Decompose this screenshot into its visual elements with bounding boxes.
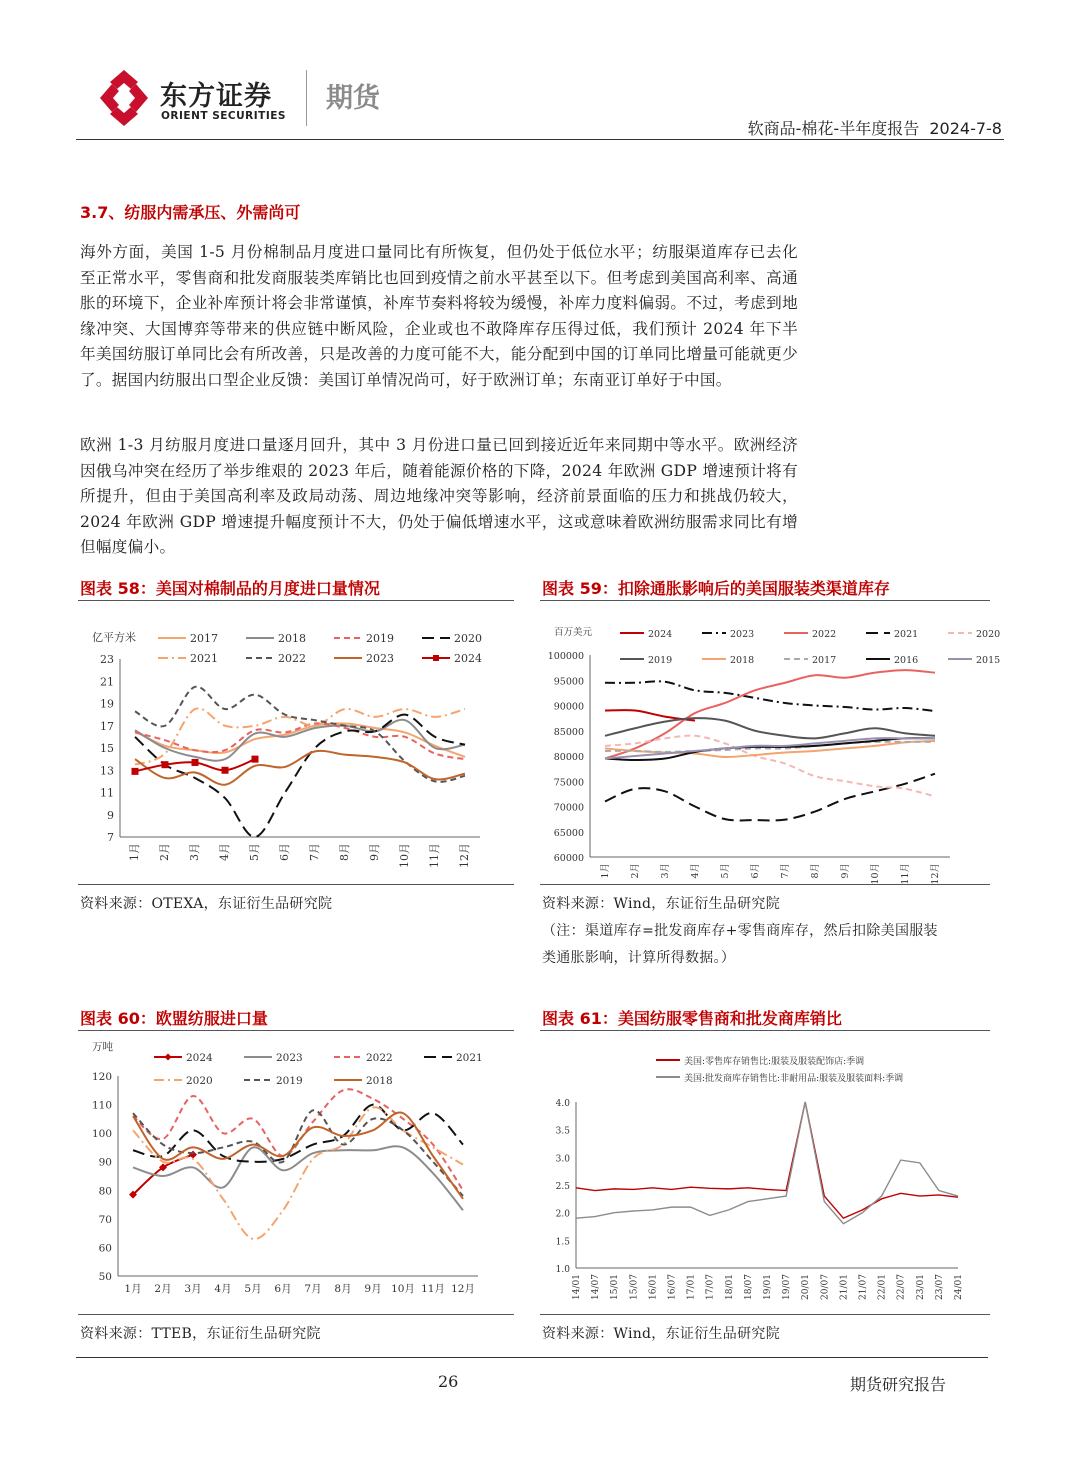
x-tick-label: 1月 — [124, 1283, 142, 1295]
series-line-2024 — [133, 1155, 193, 1195]
x-tick-label: 9月 — [840, 863, 851, 879]
x-tick-label: 11月 — [900, 863, 911, 885]
y-tick-label: 80 — [98, 1185, 112, 1198]
series-line-2018 — [135, 720, 465, 761]
y-tick-label: 100000 — [547, 651, 584, 662]
x-tick-label: 10月 — [391, 1283, 415, 1295]
y-tick-label: 95000 — [553, 676, 584, 688]
x-tick-label: 21/07 — [858, 1274, 869, 1300]
y-tick-label: 60000 — [553, 853, 584, 864]
legend-label: 2017 — [812, 655, 837, 666]
legend-label: 2023 — [366, 652, 394, 665]
y-tick-label: 60 — [98, 1242, 112, 1255]
x-tick-label: 16/07 — [667, 1274, 678, 1300]
legend-label: 2021 — [894, 629, 919, 640]
y-tick-label: 100 — [91, 1128, 112, 1141]
series-line-2020 — [133, 1107, 463, 1239]
legend-label: 2024 — [186, 1052, 213, 1064]
legend-label: 2020 — [976, 629, 1001, 640]
fig61-chart — [540, 1040, 990, 1312]
x-tick-label: 12月 — [451, 1283, 475, 1295]
x-tick-label: 1月 — [128, 843, 141, 861]
fig60-rule — [78, 1030, 514, 1031]
x-tick-label: 3月 — [660, 863, 671, 879]
fig60-bottom-rule — [78, 1314, 514, 1315]
series-line-2018 — [133, 1112, 463, 1198]
fig58-chart — [78, 615, 518, 883]
x-tick-label: 15/07 — [629, 1274, 640, 1300]
footer-label: 期货研究报告 — [850, 1375, 947, 1394]
orient-securities-logo-icon — [98, 68, 150, 128]
fig58-rule — [78, 600, 514, 601]
fig61-rule — [540, 1030, 990, 1031]
legend-label: 2020 — [186, 1075, 213, 1087]
x-tick-label: 16/01 — [648, 1274, 659, 1300]
legend-label: 2018 — [366, 1075, 393, 1087]
fig60-source: 资料来源：TTEB，东证衍生品研究院 — [80, 1326, 321, 1342]
x-tick-label: 4月 — [218, 843, 231, 861]
x-tick-label: 2月 — [154, 1283, 172, 1295]
x-tick-label: 7月 — [308, 843, 321, 861]
x-tick-label: 21/01 — [839, 1274, 850, 1300]
legend-label: 2019 — [648, 655, 673, 666]
x-tick-label: 3月 — [184, 1283, 202, 1295]
y-tick-label: 85000 — [553, 726, 584, 738]
fig58-title: 图表 58：美国对棉制品的月度进口量情况 — [80, 579, 380, 598]
x-tick-label: 8月 — [334, 1283, 352, 1295]
x-tick-label: 14/01 — [572, 1274, 582, 1300]
header-rule — [76, 139, 1004, 140]
header — [0, 0, 1080, 140]
fig61-bottom-rule — [540, 1314, 990, 1315]
y-axis-label: 亿平方米 — [92, 631, 136, 644]
x-tick-label: 8月 — [338, 843, 351, 861]
x-tick-label: 8月 — [810, 863, 821, 879]
report-label: 软商品-棉花-半年度报告 2024-7-8 — [747, 119, 1002, 138]
x-tick-label: 20/07 — [820, 1274, 831, 1300]
fig59-chart — [540, 615, 1001, 885]
x-tick-label: 5月 — [248, 843, 261, 861]
fig61-title: 图表 61：美国纺服零售商和批发商库销比 — [542, 1009, 842, 1028]
x-tick-label: 6月 — [274, 1283, 292, 1295]
x-tick-label: 12月 — [458, 843, 471, 868]
fig59-note-line1: （注：渠道库存=批发商库存+零售商库存，然后扣除美国服装 — [542, 923, 938, 939]
legend-label: 2017 — [190, 632, 218, 645]
y-tick-label: 75000 — [553, 777, 584, 789]
x-tick-label: 22/07 — [896, 1274, 907, 1300]
legend-label: 2023 — [276, 1052, 303, 1064]
logo-text-en: ORIENT SECURITIES — [161, 110, 286, 122]
legend-label: 2022 — [366, 1052, 393, 1064]
x-tick-label: 23/07 — [934, 1274, 945, 1300]
x-tick-label: 17/01 — [686, 1274, 697, 1300]
x-tick-label: 5月 — [244, 1283, 262, 1295]
y-tick-label: 15 — [100, 742, 114, 755]
legend-label: 2022 — [812, 629, 837, 640]
x-tick-label: 1月 — [600, 863, 611, 879]
legend-label: 2016 — [894, 655, 919, 666]
data-point — [162, 761, 169, 768]
y-tick-label: 3.5 — [555, 1126, 570, 1137]
x-tick-label: 20/01 — [801, 1274, 812, 1300]
data-point — [192, 759, 199, 766]
y-tick-label: 90000 — [553, 701, 584, 713]
section-title: 3.7、纺服内需承压、外需尚可 — [80, 203, 301, 222]
x-tick-label: 15/01 — [610, 1274, 621, 1300]
y-tick-label: 21 — [100, 675, 114, 689]
x-tick-label: 12月 — [930, 863, 941, 885]
x-tick-label: 4月 — [690, 863, 701, 879]
y-tick-label: 7 — [107, 831, 114, 844]
fig58-bottom-rule — [78, 884, 514, 885]
data-point — [189, 1151, 197, 1159]
x-tick-label: 4月 — [214, 1283, 232, 1295]
x-tick-label: 7月 — [304, 1283, 322, 1295]
x-tick-label: 17/07 — [705, 1274, 716, 1300]
series-line-2023 — [133, 1146, 463, 1210]
x-tick-label: 5月 — [720, 863, 731, 879]
x-tick-label: 3月 — [188, 843, 201, 861]
x-tick-label: 10月 — [870, 863, 881, 885]
legend-label: 美国:批发商库存销售比:非耐用品:服装及服装面料:季调 — [684, 1074, 904, 1084]
x-tick-label: 7月 — [780, 863, 791, 879]
fig59-rule — [540, 600, 990, 601]
x-tick-label: 22/01 — [877, 1274, 888, 1300]
paragraph-1: 海外方面，美国 1-5 月份棉制品月度进口量同比有所恢复，但仍处于低位水平；纺服渠道库存已去化至正常水平，零售商和批发商服装类库销比也回到疫情之前水平甚至以下。但考虑到美国高利率、高通胀的环境下，企业补库预计将会非常谨慎，补库节奏料将较为缓慢，补库力度料偏弱。不过，考虑到地缘冲突、大国博弈等带来的供应链中断风险，企业或也不敢降库存压得过低，我们预计 2024 年下半年美国纺服订单同比会有所改善，只是改善的力度可能不大，能分配到中国的订单同比增量可能就更少了。据国内纺服出口型企业反馈：美国订单情况尚可，好于欧洲订单；东南亚订单好于中国。 — [80, 243, 798, 389]
x-tick-label: 6月 — [750, 863, 761, 879]
y-tick-label: 1.5 — [555, 1237, 570, 1248]
series-line-美国:批发商库存销售比:非耐用品:服装及服装面料:季调 — [576, 1102, 958, 1224]
y-tick-label: 70 — [98, 1213, 112, 1226]
data-point — [252, 756, 259, 763]
x-tick-label: 23/01 — [915, 1274, 926, 1300]
y-tick-label: 80000 — [553, 752, 584, 763]
y-tick-label: 4.0 — [555, 1099, 570, 1109]
x-tick-label: 14/07 — [591, 1274, 602, 1300]
y-axis-label: 万吨 — [92, 1041, 113, 1053]
fig59-note-line2: 类通胀影响，计算所得数据。） — [542, 950, 736, 966]
legend-label: 2024 — [454, 652, 482, 665]
legend-label: 2019 — [366, 632, 394, 645]
y-tick-label: 11 — [100, 786, 114, 800]
fig59-bottom-rule — [540, 884, 990, 885]
series-line-2021 — [605, 774, 935, 821]
y-tick-label: 17 — [100, 719, 114, 733]
x-tick-label: 24/01 — [954, 1274, 964, 1300]
logo-suffix: 期货 — [326, 83, 380, 114]
legend-label: 2018 — [730, 655, 755, 666]
y-tick-label: 3.0 — [555, 1154, 570, 1165]
legend-marker — [165, 1054, 172, 1061]
logo-text-cn: 东方证券 — [160, 81, 272, 112]
y-tick-label: 1.0 — [555, 1265, 570, 1275]
x-tick-label: 19/01 — [763, 1274, 773, 1300]
y-tick-label: 23 — [100, 653, 114, 666]
x-tick-label: 11月 — [421, 1283, 445, 1295]
x-tick-label: 10月 — [398, 843, 411, 868]
legend-marker — [433, 655, 439, 661]
legend-label: 2021 — [456, 1052, 483, 1064]
x-tick-label: 9月 — [368, 843, 381, 861]
x-tick-label: 18/01 — [724, 1274, 735, 1300]
y-tick-label: 19 — [100, 697, 114, 711]
x-tick-label: 2月 — [630, 863, 641, 879]
fig61-source: 资料来源：Wind，东证衍生品研究院 — [542, 1326, 780, 1342]
y-tick-label: 70000 — [553, 802, 584, 814]
legend-label: 2024 — [648, 629, 673, 640]
x-tick-label: 9月 — [364, 1283, 382, 1295]
x-tick-label: 18/07 — [743, 1274, 754, 1300]
fig59-source: 资料来源：Wind，东证衍生品研究院 — [542, 896, 780, 912]
y-tick-label: 120 — [91, 1071, 112, 1083]
fig60-title: 图表 60：欧盟纺服进口量 — [80, 1009, 268, 1028]
y-tick-label: 65000 — [553, 827, 584, 839]
logo-divider — [306, 70, 307, 126]
series-line-2019 — [605, 718, 935, 738]
y-tick-label: 90 — [98, 1156, 112, 1169]
fig60-chart — [78, 1040, 518, 1312]
data-point — [132, 768, 139, 775]
fig58-source: 资料来源：OTEXA，东证衍生品研究院 — [80, 896, 333, 912]
y-tick-label: 9 — [107, 808, 114, 822]
legend-label: 2021 — [190, 652, 218, 665]
legend-label: 2018 — [278, 632, 306, 645]
legend-label: 2020 — [454, 632, 482, 645]
legend-label: 美国:零售库存销售比:服装及服装配饰店:季调 — [684, 1057, 865, 1067]
x-tick-label: 2月 — [158, 843, 171, 861]
legend-label: 2015 — [976, 655, 1001, 666]
y-tick-label: 50 — [98, 1271, 112, 1283]
y-axis-label: 百万美元 — [554, 627, 593, 638]
fig59-title: 图表 59：扣除通胀影响后的美国服装类渠道库存 — [542, 579, 890, 598]
x-tick-label: 6月 — [278, 843, 291, 861]
series-line-2022 — [133, 1089, 463, 1190]
x-tick-label: 19/07 — [782, 1274, 793, 1300]
x-tick-label: 11月 — [428, 843, 441, 868]
paragraph-2: 欧洲 1-3 月纺服月度进口量逐月回升，其中 3 月份进口量已回到接近近年来同期中等水平。欧洲经济因俄乌冲突在经历了举步维艰的 2023 年后，随着能源价格的下降，2024 年欧洲 GDP 增速预计将有所提升，但由于美国高利率及政局动荡、周边地缘冲突等影响，经济前景面临的压力和挑战仍较大，2024 年欧洲 GDP 增速提升幅度预计不大，仍处于偏低增速水平，这或意味着欧洲纺服需求同比有增但幅度偏小。 — [80, 436, 798, 556]
page-number: 26 — [438, 1372, 459, 1391]
footer-rule — [76, 1357, 988, 1358]
y-tick-label: 110 — [91, 1099, 112, 1112]
legend-label: 2019 — [276, 1075, 303, 1087]
legend-label: 2022 — [278, 652, 306, 665]
data-point — [222, 767, 229, 774]
legend-label: 2023 — [730, 629, 755, 640]
y-tick-label: 2.0 — [555, 1209, 570, 1220]
y-tick-label: 13 — [100, 764, 114, 778]
y-tick-label: 2.5 — [555, 1182, 570, 1192]
